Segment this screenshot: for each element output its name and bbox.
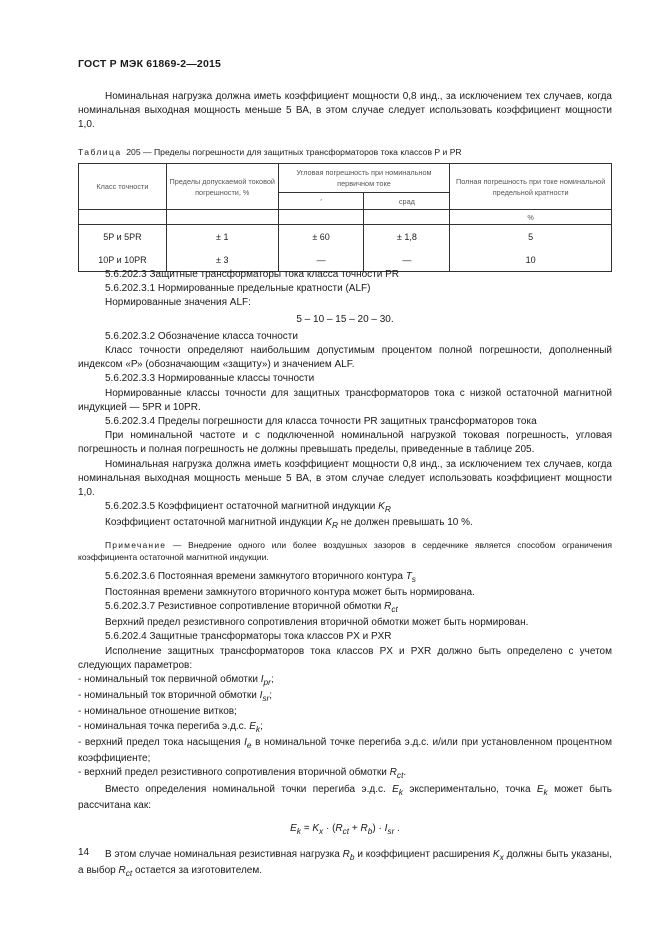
- table-caption: [78, 147, 612, 157]
- section-heading: 5.6.202.3.6 Постоянная времени замкнутого вторичного контура $T_s$: [105, 570, 416, 584]
- paragraph: Класс точности определяют наибольшим допустимым процентом полной погрешности, дополненный индексом «Р» (обозначающим «защиту») и значением ALF.: [78, 345, 612, 371]
- list-item: - верхний предел тока насыщения $I_e$ в номинальной точке перегиба э.д.с. и/или при установленном процентном коэффициенте;: [78, 736, 612, 765]
- cell-crad: ± 1,8: [364, 225, 450, 249]
- cell-full: 5: [450, 225, 612, 249]
- section-heading: 5.6.202.3.4 Пределы погрешности для класса точности PR защитных трансформаторов тока: [105, 416, 537, 428]
- th-unit-minutes: ′: [278, 193, 364, 210]
- paragraph: Нормированные классы точности для защитных трансформаторов тока с низкой остаточной магнитной индукцией — 5PR и 10PR.: [78, 387, 612, 413]
- th-angular-error: Угловая погрешность при номинальном первичном токе: [278, 164, 450, 193]
- section-heading: 5.6.202.3 Защитные трансформаторы тока класса точности PR: [105, 269, 400, 280]
- page-number: 14: [78, 847, 90, 858]
- error-limits-table: [78, 163, 612, 272]
- table-caption-text: 205 — Пределы погрешности для защитных трансформаторов тока классов Р и PR: [126, 147, 462, 157]
- cell-full: 10: [450, 248, 612, 272]
- section-heading: 5.6.202.3.1 Нормированные предельные кратности (ALF): [105, 283, 371, 295]
- list-item: - верхний предел резистивного сопротивления вторичной обмотки $R_{ct}$.: [78, 767, 407, 781]
- page-header: ГОСТ Р МЭК 61869-2—2015: [78, 58, 222, 70]
- th-class: Класс точности: [79, 164, 167, 210]
- note-label: Примечание: [105, 539, 167, 550]
- paragraph: Нормированные значения ALF:: [105, 297, 251, 309]
- th-unit-crad: срад: [364, 193, 450, 210]
- intro-paragraph: Номинальная нагрузка должна иметь коэффициент мощности 0,8 инд., за исключением тех случаев, когда номинальная выходная мощность меньше 5 ВА, в этом случае следует использовать коэффициент мощности 1,0.: [78, 91, 612, 131]
- paragraph: Верхний предел резистивного сопротивления вторичной обмотки может быть нормирован.: [105, 617, 529, 629]
- th-unit-percent: %: [450, 210, 612, 225]
- paragraph: Вместо определения номинальной точки перегиба э.д.с. $E_k$ экспериментально, точка $E_k$ может быть рассчитана как:: [78, 783, 612, 811]
- section-heading: 5.6.202.4 Защитные трансформаторы тока классов PX и PXR: [105, 631, 392, 643]
- note-text: — Внедрение одного или более воздушных зазоров в сердечнике является способом ограничения коэффициента остаточной магнитной индукции.: [78, 539, 612, 562]
- section-heading: 5.6.202.3.3 Нормированные классы точности: [105, 373, 315, 385]
- list-item: - номинальная точка перегиба э.д.с. $E_k$;: [78, 720, 263, 734]
- section-heading: 5.6.202.3.2 Обозначение класса точности: [105, 330, 298, 342]
- list-item: - номинальное отношение витков;: [78, 706, 237, 718]
- table-row: [79, 225, 612, 249]
- list-item: - номинальный ток первичной обмотки $I_{pr}$;: [78, 674, 274, 688]
- cell-minutes: ± 60: [278, 225, 364, 249]
- alf-values: 5 – 10 – 15 – 20 – 30.: [296, 313, 394, 325]
- cell-current: ± 1: [166, 225, 278, 249]
- note: [78, 539, 612, 563]
- body-text: [78, 268, 612, 881]
- paragraph: Постоянная времени замкнутого вторичного контура может быть нормирована.: [105, 586, 475, 598]
- list-item: - номинальный ток вторичной обмотки $I_{sr}$;: [78, 690, 273, 704]
- paragraph: В этом случае номинальная резистивная нагрузка $R_b$ и коэффициент расширения $K_x$ должны быть указаны, а выбор $R_{ct}$ остается за изготовителем.: [78, 849, 612, 879]
- paragraph: Исполнение защитных трансформаторов тока классов PX и PXR должно быть определено с учетом следующих параметров:: [78, 645, 612, 671]
- th-full-error: Полная погрешность при токе номинальной предельной кратности: [450, 164, 612, 210]
- ek-formula: $E_k = K_x \cdot (R_{ct} + R_b) \cdot I_{sr}$ .: [290, 822, 400, 836]
- cell-current: ± 3: [166, 248, 278, 272]
- cell-crad: —: [364, 248, 450, 272]
- cell-minutes: —: [278, 248, 364, 272]
- cell-class: 10P и 10PR: [79, 248, 167, 272]
- intro-block: [78, 90, 612, 133]
- section-heading: 5.6.202.3.7 Резистивное сопротивление вторичной обмотки $R_{ct}$: [105, 601, 398, 615]
- cell-class: 5P и 5PR: [79, 225, 167, 249]
- paragraph: Коэффициент остаточной магнитной индукции $K_R$ не должен превышать 10 %.: [105, 517, 473, 531]
- section-heading: 5.6.202.3.5 Коэффициент остаточной магнитной индукции $K_R$: [105, 501, 391, 515]
- paragraph: При номинальной частоте и с подключенной номинальной нагрузкой токовая погрешность, угловая погрешность и полная погрешность не должны превышать пределы, приведенные в таблице 205.: [78, 430, 612, 456]
- table-caption-label: Таблица: [78, 147, 122, 157]
- th-current-error: Пределы допускаемой токовой погрешности, %: [166, 164, 278, 210]
- paragraph: Номинальная нагрузка должна иметь коэффициент мощности 0,8 инд., за исключением тех случаев, когда номинальная выходная мощность меньше 5 ВА, в этом случае следует использовать коэффициент мощности 1,0.: [78, 458, 612, 499]
